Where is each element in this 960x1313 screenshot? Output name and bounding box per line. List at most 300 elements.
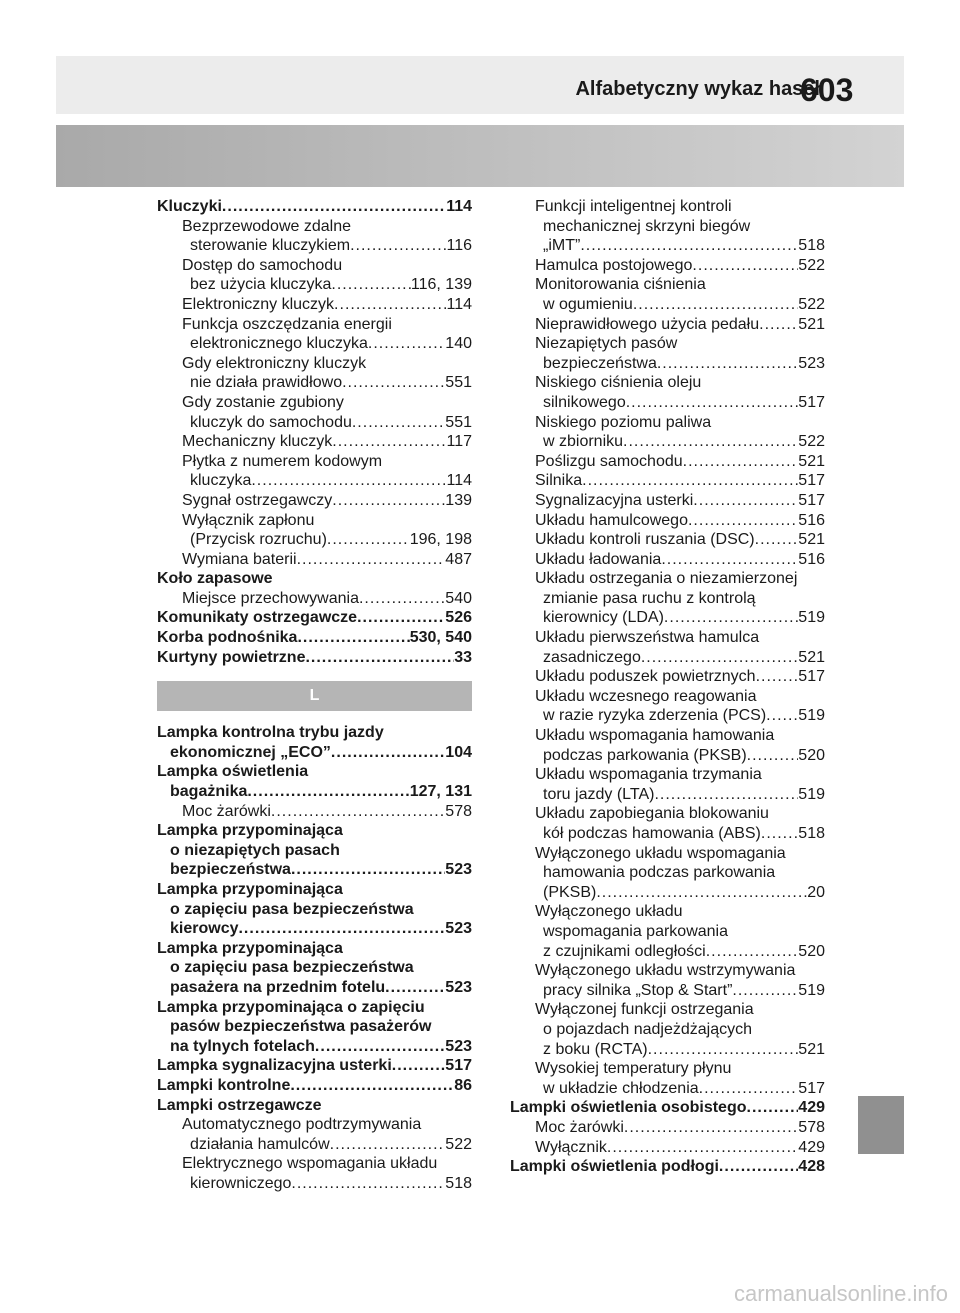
index-entry-term: Wyłącznik: [535, 1138, 607, 1156]
index-entry-term: Wymiana baterii: [182, 550, 297, 568]
index-entry-leader: [297, 550, 446, 570]
index-entry-leader: [633, 295, 798, 315]
index-entry-page: 578: [445, 802, 472, 820]
index-entry-term: pracy silnika „Stop & Start”: [543, 981, 733, 999]
index-entry-term: Automatycznego podtrzymywania: [182, 1116, 422, 1134]
index-entry-page: 518: [798, 825, 825, 842]
index-entry: [510, 1040, 825, 1060]
index-entry-leader: [330, 1135, 446, 1155]
index-entry: [157, 762, 472, 782]
index-entry-term: Układu ostrzegania o niezamierzonej: [535, 570, 798, 588]
index-entry-term: Układu wczesnego reagowania: [535, 687, 757, 705]
index-entry-leader: [657, 354, 798, 374]
index-entry-term: Miejsce przechowywania: [182, 589, 359, 607]
index-entry-term: pasów bezpieczeństwa pasażerów: [170, 1018, 432, 1036]
index-entry: [157, 373, 472, 393]
index-entry-leader: [332, 432, 446, 452]
index-entry-term: bezpieczeństwa: [170, 861, 291, 879]
index-entry: [157, 530, 472, 550]
index-entry-page: 139: [445, 491, 472, 509]
index-entry-term: Układu poduszek powietrznych: [535, 668, 756, 686]
index-entry: [510, 765, 825, 785]
index-entry: [510, 922, 825, 942]
index-entry-term: Niezapiętych pasów: [535, 335, 678, 353]
index-entry-page: 523: [798, 354, 825, 372]
index-entry-term: Układu kontroli ruszania (DSC): [535, 531, 755, 549]
index-entry: [510, 1020, 825, 1040]
index-entry-leader: [719, 1157, 798, 1177]
index-entry: [510, 883, 825, 903]
index-entry-leader: [688, 511, 798, 531]
index-entry-page: 487: [445, 550, 472, 568]
index-entry: [157, 841, 472, 861]
index-entry-leader: [247, 782, 409, 802]
index-entry: [157, 978, 472, 998]
index-entry-leader: [291, 1174, 445, 1194]
index-entry: [510, 1118, 825, 1138]
index-entry-term: (Przycisk rozruchu): [190, 531, 327, 549]
side-index-tab: [858, 1096, 904, 1154]
index-entry-page: 127, 131: [409, 783, 472, 801]
index-entry-term: wspomagania parkowania: [543, 922, 728, 940]
index-entry: [510, 217, 825, 237]
index-entry-page: 117: [446, 433, 472, 451]
index-entry-term: o niezapiętych pasach: [170, 841, 340, 859]
index-entry: [157, 1017, 472, 1037]
index-entry: [510, 1157, 825, 1177]
index-entry-term: zmianie pasa ruchu z kontrolą: [543, 589, 756, 607]
index-entry-term: Gdy zostanie zgubiony: [182, 393, 344, 411]
index-entry-term: Lampka przypominająca: [157, 881, 343, 898]
index-entry: [157, 550, 472, 570]
index-entry-leader: [699, 1079, 799, 1099]
index-entry: [510, 432, 825, 452]
index-entry-leader: [238, 919, 445, 939]
index-entry-leader: [693, 491, 798, 511]
index-entry-term: Mechaniczny kluczyk: [182, 433, 333, 451]
index-entry-page: 518: [445, 1174, 472, 1192]
index-entry-term: Funkcji inteligentnej kontroli: [535, 198, 732, 215]
index-entry: [157, 471, 472, 491]
index-entry-term: Sygnalizacyjna usterki: [535, 491, 694, 509]
index-entry-term: Lampka kontrolna trybu jazdy: [157, 724, 384, 742]
index-entry-leader: [350, 236, 446, 256]
index-entry-term: (PKSB): [543, 883, 597, 901]
index-entry: [510, 687, 825, 707]
index-entry-term: Hamulca postojowego: [535, 256, 693, 274]
index-entry-page: 523: [445, 861, 472, 879]
index-entry-page: 517: [798, 393, 825, 411]
index-entry-leader: [332, 491, 445, 511]
index-entry-term: kierowniczego: [190, 1174, 292, 1192]
index-entry-leader: [761, 824, 798, 844]
index-entry-term: Funkcja oszczędzania energii: [182, 315, 392, 333]
index-entry-page: 521: [798, 315, 825, 333]
index-entry: [510, 726, 825, 746]
index-entry-page: 196, 198: [409, 531, 472, 549]
index-entry: [157, 743, 472, 763]
index-entry-leader: [297, 628, 409, 648]
index-entry: [510, 413, 825, 433]
index-entry-page: 516: [798, 511, 825, 529]
index-entry: [157, 628, 472, 648]
index-entry: [157, 432, 472, 452]
index-entry-term: Lampki ostrzegawcze: [157, 1096, 322, 1114]
index-entry-term: Monitorowania ciśnienia: [535, 276, 706, 294]
index-entry: [157, 1174, 472, 1194]
index-entry: [157, 958, 472, 978]
watermark: carmanualsonline.info: [733, 1281, 948, 1306]
index-entry-term: Wyłączonego układu wspomagania: [535, 844, 786, 862]
index-list-l: [157, 723, 472, 1193]
index-entry: [157, 491, 472, 511]
index-entry-term: Lampka oświetlenia: [157, 763, 309, 781]
index-entry-leader: [607, 1138, 798, 1158]
index-list-k: [157, 197, 472, 667]
index-entry: [157, 569, 472, 589]
index-entry-term: Płytka z numerem kodowym: [182, 452, 383, 470]
index-entry-term: podczas parkowania (PKSB): [543, 746, 747, 764]
index-entry-term: Wysokiej temperatury płynu: [535, 1060, 732, 1078]
index-entry-leader: [641, 648, 798, 668]
index-entry: [157, 334, 472, 354]
index-entry-term: Niskiego ciśnienia oleju: [535, 374, 702, 392]
index-entry-term: Korba podnośnika: [157, 629, 298, 647]
header-title: Alfabetyczny wykaz haseł: [575, 78, 820, 100]
index-entry-page: 523: [445, 920, 472, 938]
index-entry: [510, 628, 825, 648]
index-entry-term: w zbiorniku: [543, 433, 624, 451]
index-entry-page: 517: [798, 491, 825, 509]
index-entry: [157, 197, 472, 217]
index-entry-term: Wyłączonej funkcji ostrzegania: [535, 1001, 754, 1019]
index-entry: [157, 1135, 472, 1155]
index-entry-leader: [732, 981, 798, 1001]
index-entry: [157, 315, 472, 335]
index-entry: [157, 236, 472, 256]
index-entry-page: 522: [798, 256, 825, 274]
index-entry-term: zasadniczego: [543, 648, 641, 666]
index-entry-term: działania hamulców: [190, 1135, 330, 1153]
index-entry: [157, 723, 472, 743]
index-column-left: [157, 197, 472, 1194]
index-entry-page: 520: [798, 746, 825, 764]
index-entry-term: kluczyka: [190, 472, 252, 490]
index-entry: [510, 648, 825, 668]
index-entry-term: Nieprawidłowego użycia pedału: [535, 315, 760, 333]
index-entry-term: w układzie chłodzenia: [543, 1079, 699, 1097]
index-entry-page: 519: [798, 981, 825, 999]
index-entry-term: Silnika: [535, 472, 583, 490]
index-entry: [510, 785, 825, 805]
index-entry: [510, 569, 825, 589]
index-entry: [510, 1138, 825, 1158]
index-entry-term: Elektrycznego wspomagania układu: [182, 1155, 438, 1173]
index-entry: [510, 256, 825, 276]
index-entry-leader: [305, 648, 454, 668]
index-entry: [510, 354, 825, 374]
index-entry-term: Moc żarówki: [182, 802, 271, 820]
index-entry-term: na tylnych fotelach: [170, 1037, 315, 1055]
index-entry-leader: [626, 393, 799, 413]
index-entry-term: „iMT”: [543, 237, 581, 255]
index-entry: [510, 1059, 825, 1079]
index-entry-page: 517: [798, 668, 825, 686]
index-entry: [157, 1076, 472, 1096]
index-entry: [157, 900, 472, 920]
index-entry-term: Lampki oświetlenia podłogi: [510, 1158, 719, 1176]
index-entry: [510, 804, 825, 824]
index-entry-term: bez użycia kluczyka: [190, 276, 332, 294]
index-entry: [157, 860, 472, 880]
index-entry-page: 519: [798, 707, 825, 725]
index-entry: [157, 880, 472, 900]
index-entry: [157, 939, 472, 959]
index-entry: [157, 589, 472, 609]
index-entry: [510, 550, 825, 570]
index-entry-term: Kluczyki: [157, 198, 222, 215]
index-entry-page: 33: [454, 648, 472, 666]
index-entry: [510, 667, 825, 687]
index-entry-page: 116: [446, 237, 472, 255]
index-entry-leader: [706, 942, 799, 962]
index-entry-page: 521: [798, 452, 825, 470]
index-entry-term: Dostęp do samochodu: [182, 256, 343, 274]
index-entry-leader: [291, 860, 445, 880]
index-entry-term: kół podczas hamowania (ABS): [543, 825, 761, 842]
index-entry-page: 428: [798, 1158, 825, 1176]
index-entry: [510, 844, 825, 864]
index-entry-term: kierowcy: [170, 920, 239, 938]
index-entry-term: Układu wspomagania trzymania: [535, 766, 762, 784]
index-entry-page: 530, 540: [409, 629, 472, 647]
index-entry: [510, 373, 825, 393]
index-entry-term: Układu pierwszeństwa hamulca: [535, 629, 760, 647]
index-entry-leader: [755, 530, 799, 550]
index-entry-page: 86: [454, 1076, 472, 1094]
index-entry-page: 104: [445, 743, 472, 761]
index-entry-term: Układu ładowania: [535, 550, 662, 568]
index-entry: [510, 511, 825, 531]
index-entry-leader: [654, 785, 798, 805]
index-entry-leader: [315, 1037, 445, 1057]
index-entry-term: Lampka sygnalizacyjna usterki: [157, 1057, 392, 1075]
index-entry-leader: [359, 589, 445, 609]
index-entry-term: Gdy elektroniczny kluczyk: [182, 354, 367, 372]
index-entry-leader: [759, 315, 798, 335]
index-entry-page: 429: [798, 1138, 825, 1156]
index-entry-page: 521: [798, 531, 825, 549]
index-entry-term: Lampka przypominająca: [157, 822, 343, 840]
index-entry-page: 551: [445, 374, 472, 392]
index-entry-term: pasażera na przednim fotelu: [170, 978, 386, 996]
index-entry-leader: [290, 1076, 454, 1096]
index-entry-page: 20: [807, 883, 825, 901]
index-entry: [510, 393, 825, 413]
index-entry-term: sterowanie kluczykiem: [190, 237, 351, 255]
index-entry-term: Układu zapobiegania blokowaniu: [535, 805, 769, 823]
index-entry-leader: [392, 1056, 446, 1076]
index-entry-page: 140: [445, 335, 472, 353]
index-entry: [157, 998, 472, 1018]
index-entry: [510, 275, 825, 295]
index-entry-term: o pojazdach nadjeżdżających: [543, 1020, 753, 1038]
index-entry-leader: [623, 432, 798, 452]
index-entry: [157, 648, 472, 668]
index-entry-page: 522: [445, 1135, 472, 1153]
index-entry-leader: [357, 608, 445, 628]
index-entry: [510, 942, 825, 962]
index-entry-leader: [747, 1098, 799, 1118]
index-entry-page: 517: [798, 1079, 825, 1097]
section-letter-band: L: [157, 681, 472, 711]
index-entry-term: z boku (RCTA): [543, 1040, 648, 1058]
index-entry-term: Wyłączonego układu wstrzymywania: [535, 962, 796, 980]
index-entry-leader: [342, 373, 445, 393]
index-entry-page: 520: [798, 942, 825, 960]
index-entry-term: w razie ryzyka zderzenia (PCS): [543, 707, 767, 725]
index-entry-term: bezpieczeństwa: [543, 354, 657, 372]
index-entry-term: kierownicy (LDA): [543, 609, 664, 627]
index-entry-term: Lampki oświetlenia osobistego: [510, 1099, 747, 1117]
index-entry-page: 523: [445, 1037, 472, 1055]
index-column-right: [510, 197, 825, 1177]
index-entry: [157, 1115, 472, 1135]
index-entry-term: Komunikaty ostrzegawcze: [157, 609, 358, 627]
index-entry-page: 516: [798, 550, 825, 568]
index-entry-leader: [271, 802, 445, 822]
index-entry: [510, 1079, 825, 1099]
index-entry: [157, 256, 472, 276]
index-entry: [157, 393, 472, 413]
index-entry: [157, 782, 472, 802]
index-entry-term: Poślizgu samochodu: [535, 452, 683, 470]
index-entry-term: Sygnał ostrzegawczy: [182, 491, 333, 509]
index-entry-page: 540: [445, 589, 472, 607]
index-entry-page: 114: [446, 198, 472, 215]
index-entry-term: z czujnikami odległości: [543, 942, 706, 960]
index-entry-leader: [624, 1118, 798, 1138]
index-entry-page: 551: [445, 413, 472, 431]
index-entry-page: 522: [798, 433, 825, 451]
index-entry-page: 521: [798, 1040, 825, 1058]
index-entry-term: Wyłącznik zapłonu: [182, 511, 315, 529]
index-entry-leader: [596, 883, 807, 903]
index-entry: [157, 413, 472, 433]
index-entry-term: Elektroniczny kluczyk: [182, 295, 335, 313]
index-entry-leader: [368, 334, 445, 354]
index-entry: [157, 1037, 472, 1057]
index-entry-term: Lampki kontrolne: [157, 1076, 291, 1094]
index-entry-leader: [747, 746, 799, 766]
index-list-l-continued: [510, 197, 825, 1177]
index-entry-term: Wyłączonego układu: [535, 903, 683, 921]
index-entry-term: mechanicznej skrzyni biegów: [543, 217, 751, 235]
index-entry-leader: [664, 608, 798, 628]
index-entry: [157, 821, 472, 841]
index-entry: [510, 824, 825, 844]
index-entry-leader: [334, 295, 446, 315]
index-entry-term: bagażnika: [170, 783, 248, 801]
index-entry-term: o zapięciu pasa bezpieczeństwa: [170, 959, 414, 977]
index-entry-term: Niskiego poziomu paliwa: [535, 413, 712, 431]
index-entry: [510, 902, 825, 922]
index-entry: [510, 1000, 825, 1020]
index-entry-term: silnikowego: [543, 393, 626, 411]
index-entry: [157, 452, 472, 472]
index-entry: [510, 295, 825, 315]
index-entry-page: 518: [798, 237, 825, 255]
index-entry: [157, 1154, 472, 1174]
index-entry-page: 522: [798, 295, 825, 313]
index-entry-leader: [692, 256, 798, 276]
index-entry: [510, 236, 825, 256]
index-entry-term: Kurtyny powietrzne: [157, 648, 306, 666]
index-entry-leader: [756, 667, 799, 687]
index-entry-leader: [648, 1040, 799, 1060]
index-entry-term: Koło zapasowe: [157, 570, 273, 588]
index-entry-leader: [331, 275, 411, 295]
index-entry-page: 578: [798, 1118, 825, 1136]
page-number: 603: [800, 72, 854, 108]
index-entry-term: w ogumieniu: [543, 295, 633, 313]
index-entry-page: 429: [798, 1099, 825, 1117]
index-entry-term: Moc żarówki: [535, 1118, 624, 1136]
index-entry-term: hamowania podczas parkowania: [543, 864, 776, 882]
index-entry-leader: [327, 530, 410, 550]
index-entry: [510, 197, 825, 217]
index-entry-page: 519: [798, 609, 825, 627]
index-entry-leader: [661, 550, 798, 570]
index-entry-page: 517: [445, 1057, 472, 1075]
index-entry-term: o zapięciu pasa bezpieczeństwa: [170, 900, 414, 918]
index-entry: [510, 981, 825, 1001]
index-entry-leader: [580, 236, 798, 256]
index-entry-term: kluczyk do samochodu: [190, 413, 352, 431]
index-entry-leader: [331, 743, 445, 763]
index-entry: [157, 295, 472, 315]
index-entry-term: ekonomicznej „ECO”: [170, 743, 331, 761]
index-entry-term: Lampka przypominająca o zapięciu: [157, 998, 425, 1016]
index-entry: [510, 746, 825, 766]
index-entry-leader: [766, 706, 798, 726]
index-entry: [510, 471, 825, 491]
index-entry-page: 521: [798, 648, 825, 666]
index-entry: [510, 530, 825, 550]
index-entry-page: 526: [445, 609, 472, 627]
index-entry-term: nie działa prawidłowo: [190, 374, 343, 392]
index-entry: [157, 354, 472, 374]
index-entry-page: 116, 139: [410, 276, 472, 294]
index-entry-term: Układu hamulcowego: [535, 511, 688, 529]
index-entry: [510, 334, 825, 354]
index-entry-page: 114: [446, 472, 472, 490]
index-entry-page: 523: [445, 978, 472, 996]
index-entry-page: 519: [798, 785, 825, 803]
index-entry: [157, 1056, 472, 1076]
index-entry-term: Układu wspomagania hamowania: [535, 727, 775, 745]
header-gradient-bar: [56, 125, 904, 187]
index-entry: [510, 1098, 825, 1118]
index-entry: [157, 1096, 472, 1116]
index-entry: [510, 589, 825, 609]
index-entry-leader: [352, 413, 445, 433]
index-entry-leader: [683, 452, 799, 472]
index-entry: [510, 315, 825, 335]
index-entry: [510, 706, 825, 726]
index-entry-page: 114: [446, 295, 472, 313]
index-entry: [157, 919, 472, 939]
